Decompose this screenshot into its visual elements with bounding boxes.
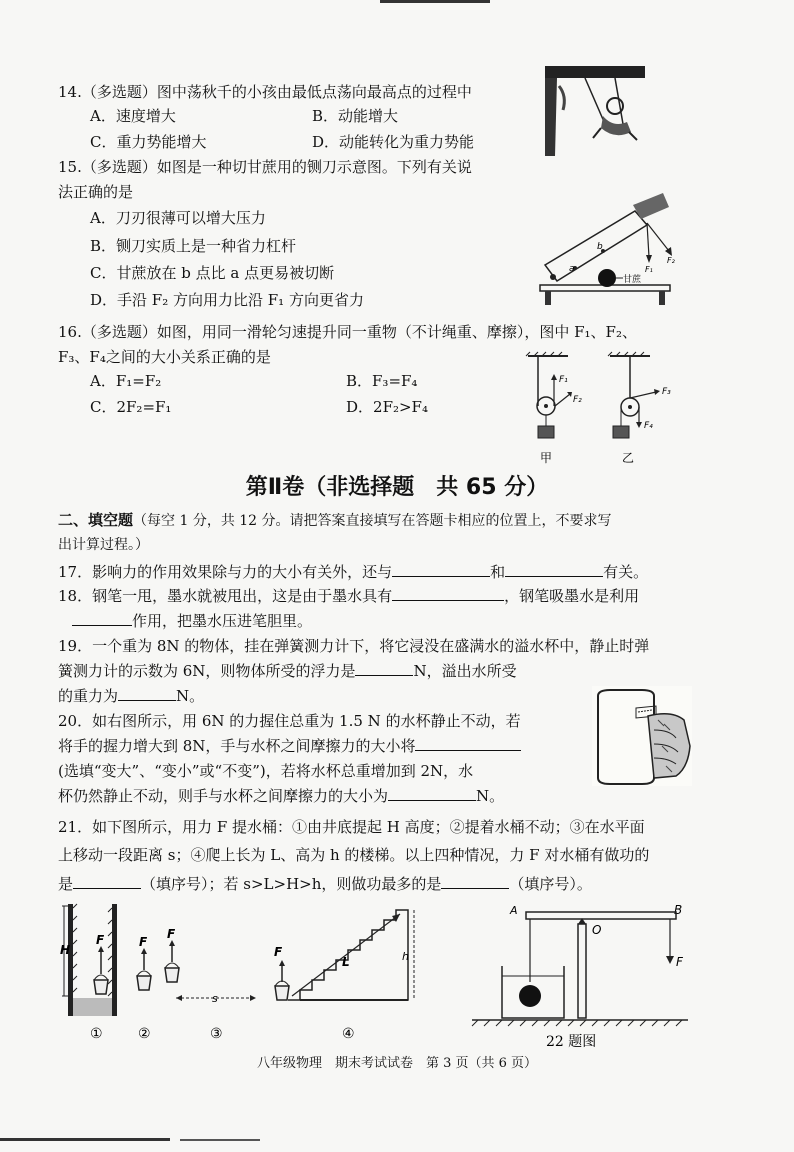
fig21-label-n4: ④ <box>342 1026 355 1042</box>
fig21-label-h: h <box>402 950 409 963</box>
q16-stem-line1: 16.（多选题）如图，用同一滑轮匀速提升同一重物（不计绳重、摩擦），图中 F₁、F₂、 <box>58 323 637 341</box>
q17-text-3: 有关。 <box>603 563 649 581</box>
q21-text-4: （填序号）；若 s>L>H>h，则做功最多的是 <box>141 875 442 893</box>
fig15-label-sugarcane: 甘蔗 <box>623 275 642 285</box>
fig16-label-f2: F₂ <box>573 395 582 405</box>
section2-title: 二、填空题 <box>58 511 134 529</box>
q15-stem-line1: 15.（多选题）如图是一种切甘蔗用的铡刀示意图。下列有关说 <box>58 158 472 176</box>
fig21-label-L: L <box>342 955 350 969</box>
q17-text-1: 17．影响力的作用效果除与力的大小有关外，还与 <box>58 563 393 581</box>
swing-child-picture <box>545 66 645 156</box>
scan-mark-top <box>0 0 794 12</box>
fig15-label-f2: F₂ <box>667 256 675 265</box>
q19-line2 <box>58 659 517 683</box>
q20-line4 <box>58 784 504 808</box>
q18-text-2: ，钢笔吸墨水是利用 <box>504 587 640 605</box>
q20-text-5: N。 <box>476 787 505 805</box>
q21-text-5: （填序号）。 <box>509 875 592 893</box>
q20-blank-1[interactable] <box>415 734 521 751</box>
scan-mark-bottom <box>0 1130 794 1150</box>
q15-option-a: A．刀刃很薄可以增大压力 <box>90 209 266 227</box>
pulley-figure-jia <box>518 352 598 467</box>
q16-option-c: C．2F₂=F₁ <box>90 398 172 416</box>
q21-line3 <box>58 872 592 896</box>
section2-intro: （每空 1 分，共 12 分。请把答案直接填写在答题卡相应的位置上，不要求写 <box>133 513 612 529</box>
fig21-label-H: H <box>60 943 71 957</box>
q15-option-d: D．手沿 F₂ 方向用力比沿 F₁ 方向更省力 <box>90 291 364 309</box>
q19-line3 <box>58 684 204 708</box>
fig16-label-jia: 甲 <box>540 451 553 465</box>
bucket-work-figure <box>60 900 420 1045</box>
q17-blank-2[interactable] <box>505 560 603 577</box>
fig15-label-f1: F₁ <box>645 265 653 274</box>
fig21-label-s: s <box>212 992 218 1005</box>
fig21-label-F1: F <box>96 933 105 947</box>
fig16-label-yi: 乙 <box>622 451 635 465</box>
q20-text-2: 将手的握力增大到 8N，手与水杯之间摩擦力的大小将 <box>58 737 416 755</box>
fig21-label-F3: F <box>167 927 176 941</box>
hand-holding-cup-picture <box>592 686 692 786</box>
q15-option-b: B．铡刀实质上是一种省力杠杆 <box>90 237 297 255</box>
guillotine-cutter-figure <box>535 193 675 308</box>
section2-intro-line2: 出计算过程。） <box>58 537 149 553</box>
q21-line1: 21．如下图所示，用力 F 提水桶：①由井底提起 H 高度；②提着水桶不动；③在水平面 <box>58 818 645 836</box>
section-ii-heading: 第Ⅱ卷（非选择题 共 65 分） <box>245 475 549 500</box>
q17 <box>58 560 648 584</box>
q15-option-c: C．甘蔗放在 b 点比 a 点更易被切断 <box>90 264 335 282</box>
q19-blank-2[interactable] <box>118 684 176 701</box>
q15-stem-line2: 法正确的是 <box>58 183 134 201</box>
q20-blank-2[interactable] <box>388 784 476 801</box>
q21-blank-2[interactable] <box>441 872 509 889</box>
q16-option-b: B．F₃=F₄ <box>346 372 418 390</box>
q18-text-3: 作用，把墨水压进笔胆里。 <box>132 612 313 630</box>
q18-line2 <box>58 609 312 633</box>
q18-line1 <box>58 584 639 608</box>
fig22-label-F: F <box>676 955 683 969</box>
q20-line3: (选填“变大”、“变小”或“不变”)，若将水杯总重增加到 2N，水 <box>58 762 474 780</box>
fig21-label-n2: ② <box>138 1026 151 1042</box>
fig22-label-O: O <box>592 923 602 937</box>
fig16-label-f4: F₄ <box>644 421 653 431</box>
lever-figure-22 <box>468 900 708 1050</box>
pulley-figure-yi <box>600 352 680 467</box>
section2-intro-line1 <box>58 508 612 533</box>
q16-stem-line2: F₃、F₄之间的大小关系正确的是 <box>58 348 271 366</box>
fig21-label-F2: F <box>139 935 148 949</box>
q14-stem: 14.（多选题）图中荡秋千的小孩由最低点荡向最高点的过程中 <box>58 83 472 101</box>
fig15-label-b: b <box>597 242 603 252</box>
fig16-label-f1: F₁ <box>559 375 568 385</box>
q19-text-2: 簧测力计的示数为 6N，则物体所受的浮力是 <box>58 662 356 680</box>
q20-line2 <box>58 734 521 758</box>
q18-text-1: 18．钢笔一甩，墨水就被甩出，这是由于墨水具有 <box>58 587 393 605</box>
fig21-label-n1: ① <box>90 1026 103 1042</box>
q17-blank-1[interactable] <box>392 560 490 577</box>
q18-blank-1[interactable] <box>392 584 504 601</box>
page-footer: 八年级物理 期末考试试卷 第 3 页（共 6 页） <box>256 1056 538 1071</box>
q14-option-a: A．速度增大 <box>90 107 176 125</box>
fig22-caption: 22 题图 <box>546 1034 597 1050</box>
q21-text-3: 是 <box>58 875 74 893</box>
q21-blank-1[interactable] <box>73 872 141 889</box>
q16-option-d: D．2F₂>F₄ <box>346 398 428 416</box>
q19-line1: 19．一个重为 8N 的物体，挂在弹簧测力计下，将它浸没在盛满水的溢水杯中，静止时弹 <box>58 637 650 655</box>
q19-text-3: N，溢出水所受 <box>413 662 517 680</box>
fig16-label-f3: F₃ <box>662 387 671 397</box>
q19-text-5: N。 <box>176 687 205 705</box>
fig15-label-a: a <box>569 264 575 274</box>
q19-blank-1[interactable] <box>355 659 413 676</box>
q20-text-4: 杯仍然静止不动，则手与水杯之间摩擦力的大小为 <box>58 787 389 805</box>
q18-blank-2[interactable] <box>72 609 132 626</box>
fig22-label-A: A <box>510 904 518 917</box>
q14-option-c: C．重力势能增大 <box>90 133 207 151</box>
q16-option-a: A．F₁=F₂ <box>90 372 162 390</box>
fig22-label-B: B <box>674 903 683 917</box>
q14-option-b: B．动能增大 <box>312 107 399 125</box>
q20-line1: 20．如右图所示，用 6N 的力握住总重为 1.5 N 的水杯静止不动，若 <box>58 712 521 730</box>
fig21-label-F4: F <box>274 945 283 959</box>
q19-text-4: 的重力为 <box>58 687 119 705</box>
q17-text-2: 和 <box>490 563 506 581</box>
fig21-label-n3: ③ <box>210 1026 223 1042</box>
q14-option-d: D．动能转化为重力势能 <box>312 133 475 151</box>
q21-line2: 上移动一段距离 s；④爬上长为 L、高为 h 的楼梯。以上四种情况，力 F 对水桶有做功的 <box>58 846 650 864</box>
